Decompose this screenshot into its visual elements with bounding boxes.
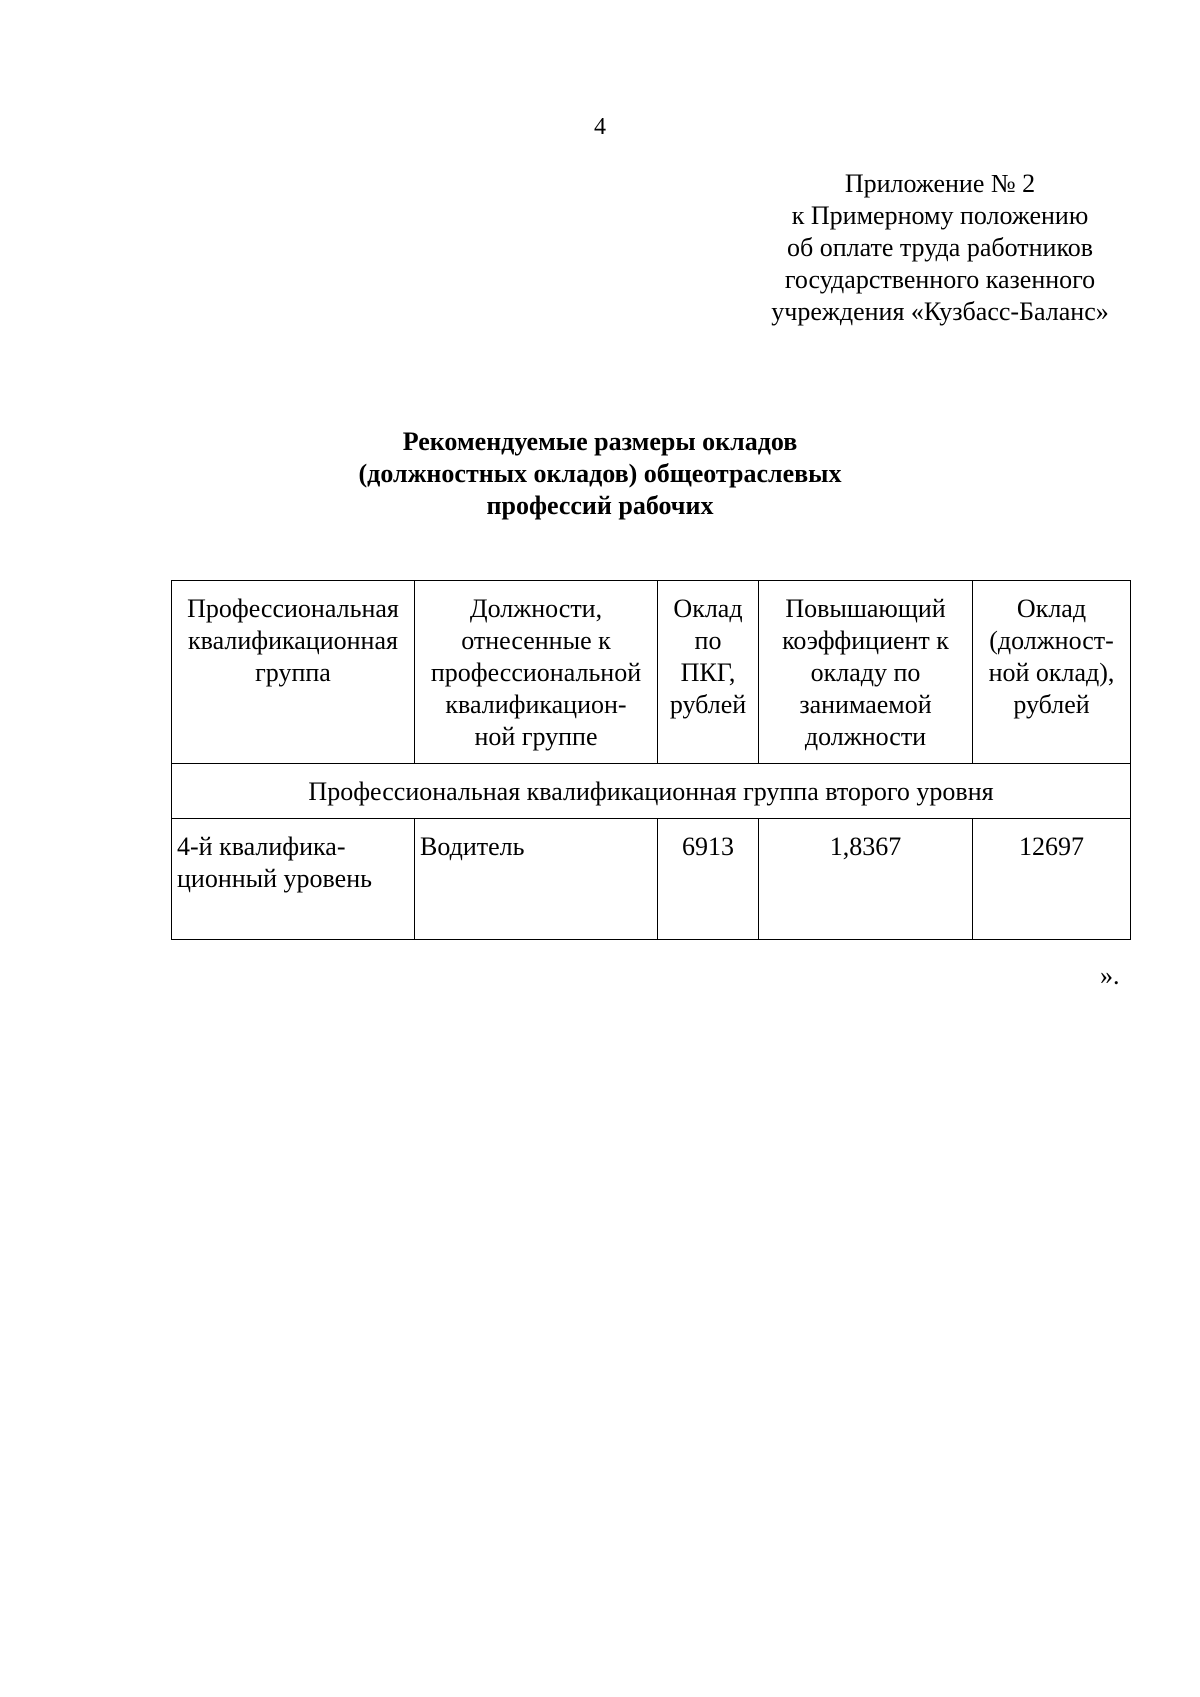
cell-position: Водитель xyxy=(415,819,658,940)
header-line: Должности, xyxy=(469,594,603,623)
appendix-reference xyxy=(740,168,1140,328)
salary-table xyxy=(171,580,1131,940)
header-pkg-salary xyxy=(658,581,759,764)
header-line: окладу по xyxy=(810,658,921,687)
title-line: профессий рабочих xyxy=(486,491,714,520)
level-line: ционный уровень xyxy=(177,864,372,893)
header-line: ной группе xyxy=(474,722,598,751)
header-line: рублей xyxy=(1013,690,1090,719)
header-line: группа xyxy=(255,658,331,687)
header-line: должности xyxy=(804,722,927,751)
closing-quote-mark: ». xyxy=(1100,961,1120,990)
header-line: Повышающий xyxy=(785,594,946,623)
header-line: ПКГ, xyxy=(680,658,736,687)
header-line: рублей xyxy=(669,690,747,719)
header-line: ной оклад), xyxy=(988,658,1115,687)
header-line: квалификационная xyxy=(188,626,398,655)
page-number: 4 xyxy=(594,114,606,140)
appendix-line: Приложение № 2 xyxy=(844,169,1036,198)
document-title xyxy=(0,426,1200,522)
header-line: Оклад xyxy=(1016,594,1087,623)
cell-coefficient: 1,8367 xyxy=(759,819,973,940)
level-line: 4-й квалифика- xyxy=(177,832,346,861)
appendix-line: об оплате труда работников xyxy=(786,233,1094,262)
table-row xyxy=(172,819,1131,940)
appendix-line: к Примерному положению xyxy=(791,201,1089,230)
header-positions xyxy=(415,581,658,764)
cell-salary: 12697 xyxy=(973,819,1131,940)
header-line: занимаемой xyxy=(799,690,932,719)
header-line: коэффициент к xyxy=(782,626,949,655)
title-line: (должностных окладов) общеотраслевых xyxy=(358,459,842,488)
appendix-line: государственного казенного xyxy=(784,265,1096,294)
header-line: (должност- xyxy=(989,626,1114,655)
header-line: Профессиональная xyxy=(187,594,399,623)
appendix-line: учреждения «Кузбасс-Баланс» xyxy=(771,297,1109,326)
header-professional-group xyxy=(172,581,415,764)
cell-qualification-level xyxy=(172,819,415,940)
group-title-row xyxy=(172,764,1131,819)
header-line: квалификацион- xyxy=(445,690,627,719)
header-line: профессиональной xyxy=(430,658,642,687)
group-title: Профессиональная квалификационная группа второго уровня xyxy=(172,764,1131,819)
header-coefficient xyxy=(759,581,973,764)
header-line: Оклад xyxy=(673,594,743,623)
header-salary xyxy=(973,581,1131,764)
header-line: по xyxy=(694,626,722,655)
header-line: отнесенные к xyxy=(461,626,611,655)
cell-pkg-salary: 6913 xyxy=(658,819,759,940)
table-header-row xyxy=(172,581,1131,764)
title-line: Рекомендуемые размеры окладов xyxy=(402,427,798,456)
